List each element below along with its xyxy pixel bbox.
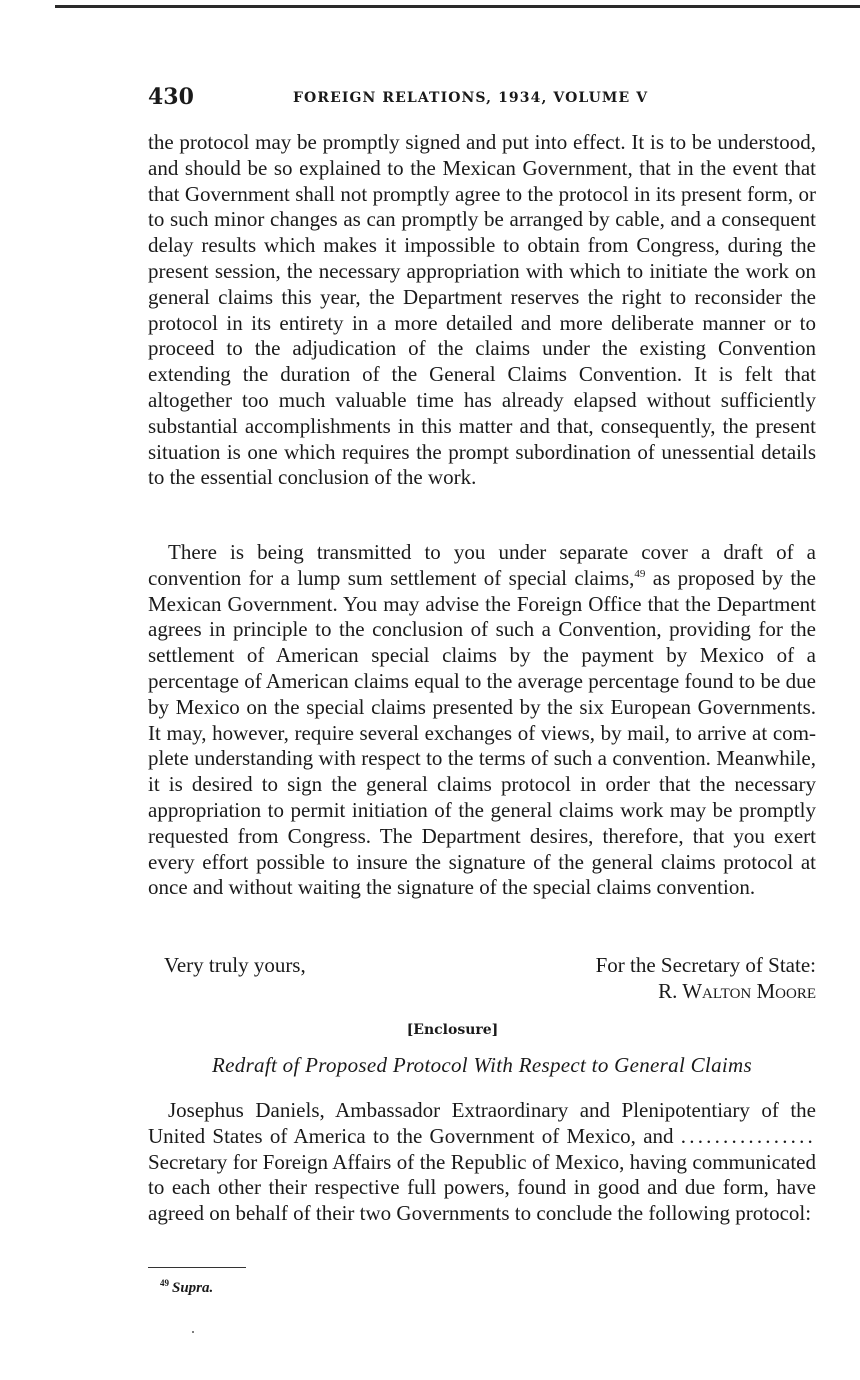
enclosure-label: [Enclosure] <box>406 1022 499 1038</box>
paragraph-text <box>148 540 816 901</box>
blank-name-leader: ................ <box>680 1123 816 1148</box>
footnote-reference: 49 <box>634 567 646 580</box>
paragraph-text-part: There is being transmitted to you under separate cover a draft of a convention for a lump sum settlement of special claims, <box>148 540 816 590</box>
footnote-text: Supra. <box>172 1280 214 1296</box>
complimentary-close: Very truly yours, <box>164 953 306 977</box>
enclosure-paragraph <box>148 1098 816 1227</box>
footnote-mark: 49 <box>160 1278 169 1288</box>
body-paragraph-1 <box>148 130 816 491</box>
paragraph-text <box>148 1098 816 1227</box>
paragraph-text-part: as proposed by the Mexican Government. You may advise the Foreign Office that the Department agrees in principle to the conclusion of such a Convention, providing for the settlement of American special claims by the payment by Mexico of a percentage of American claims equal to the average percentage found to be due by Mexico on the special claims presented by the six European Governments. It may, however, require several exchanges of views, by mail, to arrive at complete understanding with respect to the terms of such a convention. Meanwhile, it is desired to sign the general claims protocol in order that the necessary appropriation to permit initiation of the general claims work may be promptly requested from Congress. The Department desires, therefore, that you exert every effort possible to insure the signature of the general claims protocol at once and without waiting the signature of the special claims convention. <box>148 565 817 900</box>
page-number: 430 <box>148 84 194 110</box>
on-behalf-line: For the Secretary of State: <box>595 953 816 977</box>
body-paragraph-2 <box>148 540 816 901</box>
footnote-divider <box>148 1267 246 1268</box>
paragraph-text-part: Secretary for Foreign Affairs of the Republic of Mexico, having communicated to each other their respective full powers, found in good and due form, have agreed on behalf of their two Governments to conclude the following protocol: <box>148 1149 816 1226</box>
signature: R. Walton Moore <box>658 979 816 1003</box>
page-header <box>148 84 816 114</box>
footnote <box>160 1278 213 1297</box>
paragraph-text: the protocol may be promptly signed and put into effect. It is to be understood, and should be so explained to the Mexican Government, that in the event that that Government shall not promptly agree to the protocol in its present form, or to such minor changes as can promptly be arranged by cable, and a consequent delay results which makes it impossible to obtain from Congress, during the present session, the necessary appropriation with which to initiate the work on general claims this year, the Department reserves the right to reconsider the protocol in its entirety in a more detailed and more deliberate manner or to proceed to the adjudication of the claims under the existing Convention extending the duration of the General Claims Convention. It is felt that altogether too much valuable time has already elapsed without sufficiently substantial accomplishments in this matter and that, consequently, the present situation is one which requires the prompt subordination of unessential details to the essential conclusion of the work. <box>148 130 816 490</box>
paragraph-text-part: Josephus Daniels, Ambassador Extraordinary and Plenipotentiary of the United States of America to the Government of Mexico, and <box>148 1098 816 1148</box>
top-border-rule <box>55 5 860 8</box>
print-speck <box>192 1331 194 1333</box>
running-head: FOREIGN RELATIONS, 1934, VOLUME V <box>293 90 649 106</box>
enclosure-title: Redraft of Proposed Protocol With Respect to General Claims <box>212 1053 752 1077</box>
